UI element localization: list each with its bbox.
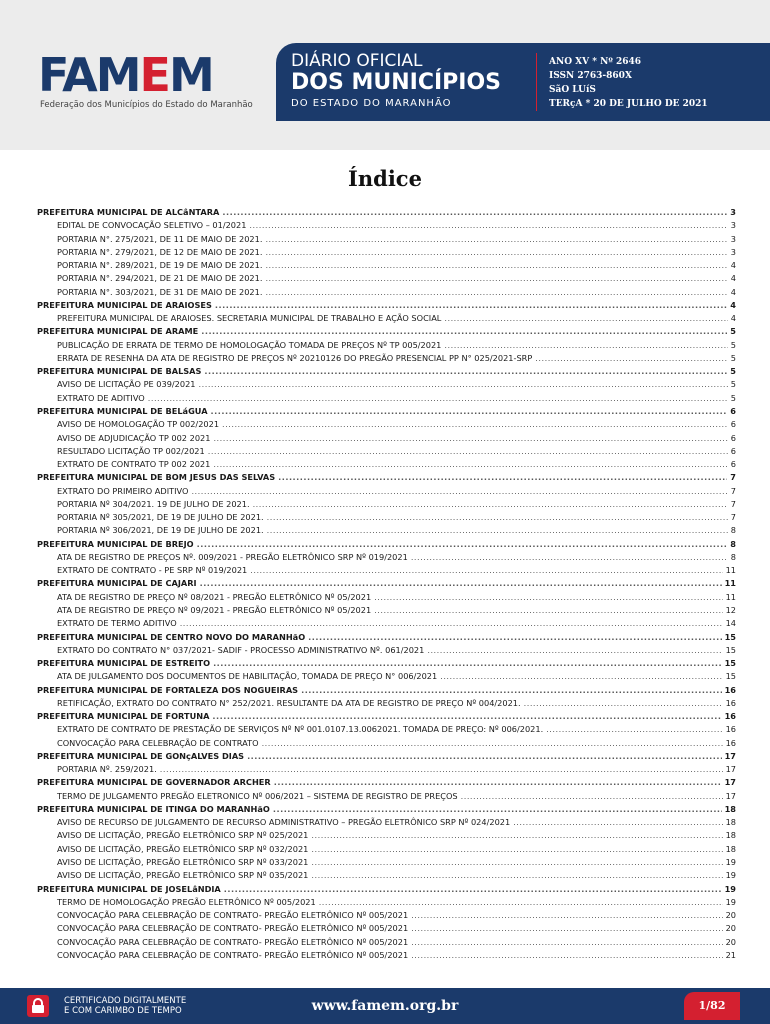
toc-page: 18 — [725, 843, 736, 854]
toc-label: PREFEITURA MUNICIPAL DE BALSAS — [37, 366, 202, 377]
toc-leader — [308, 631, 721, 644]
toc-leader — [444, 339, 727, 352]
page-footer — [0, 988, 770, 1024]
toc-leader — [278, 471, 727, 484]
famem-logo: FAMEM — [38, 48, 213, 102]
toc-label: ATA DE REGISTRO DE PREÇOS Nº. 009/2021 - PREGÃO ELETRÔNICO SRP Nº 019/2021 — [57, 551, 408, 562]
toc-page: 18 — [725, 817, 736, 828]
toc-leader — [265, 286, 727, 299]
toc-entry[interactable] — [37, 233, 736, 246]
page-number: 1/82 — [684, 992, 740, 1020]
toc-leader — [250, 564, 722, 577]
toc-entry[interactable] — [37, 511, 736, 524]
toc-page: 6 — [730, 432, 736, 443]
toc-leader — [311, 869, 722, 882]
toc-page: 5 — [730, 392, 736, 403]
toc-leader — [160, 763, 723, 776]
toc-section[interactable] — [37, 577, 736, 590]
edition-issn: ISSN 2763-860X — [549, 71, 632, 81]
edition-info — [549, 55, 708, 111]
banner-line1: DIÁRIO OFICIAL — [291, 51, 423, 71]
toc-leader — [411, 936, 722, 949]
toc-label: CONVOCAÇÃO PARA CELEBRAÇÃO DE CONTRATO- PREGÃO ELETRÔNICO Nº 005/2021 — [57, 936, 409, 947]
toc-leader — [301, 684, 722, 697]
toc-page: 4 — [730, 299, 736, 310]
toc-label: EXTRATO DE CONTRATO TP 002 2021 — [57, 459, 211, 470]
toc-page: 11 — [724, 578, 736, 589]
toc-entry[interactable] — [37, 617, 736, 630]
toc-label: PORTARIA N°. 294/2021, DE 21 DE MAIO DE 2021. — [57, 273, 263, 284]
toc-leader — [224, 883, 722, 896]
toc-page: 6 — [730, 459, 736, 470]
toc-entry[interactable] — [37, 219, 736, 232]
toc-leader — [180, 617, 723, 630]
toc-page: 15 — [724, 658, 736, 669]
toc-page: 8 — [730, 525, 736, 536]
toc-section[interactable] — [37, 750, 736, 763]
toc-page: 7 — [730, 472, 736, 483]
toc-page: 16 — [724, 684, 736, 695]
toc-leader — [148, 392, 728, 405]
toc-leader — [265, 246, 727, 259]
toc-page: 7 — [730, 485, 736, 496]
toc-leader — [249, 219, 727, 232]
toc-leader — [440, 670, 722, 683]
toc-label: EXTRATO DO CONTRATO N° 037/2021- SADIF - PROCESSO ADMINISTRATIVO Nº. 061/2021 — [57, 644, 425, 655]
toc-section[interactable] — [37, 684, 736, 697]
toc-leader — [197, 538, 728, 551]
toc-entry[interactable] — [37, 312, 736, 325]
banner-divider — [536, 53, 537, 111]
toc-label: ATA DE REGISTRO DE PREÇO Nº 09/2021 - PREGÃO ELETRÔNICO Nº 05/2021 — [57, 604, 372, 615]
toc-page: 20 — [725, 923, 736, 934]
toc-entry[interactable] — [37, 418, 736, 431]
toc-page: 20 — [725, 910, 736, 921]
toc-entry[interactable] — [37, 272, 736, 285]
toc-leader — [411, 922, 722, 935]
toc-entry[interactable] — [37, 843, 736, 856]
toc-label: PORTARIA N°. 303/2021, DE 31 DE MAIO DE 2021. — [57, 286, 263, 297]
toc-label: CONVOCAÇÃO PARA CELEBRAÇÃO DE CONTRATO- PREGÃO ELETRÔNICO Nº 005/2021 — [57, 949, 409, 960]
toc-label: EXTRATO DE ADITIVO — [57, 392, 145, 403]
toc-label: PREFEITURA MUNICIPAL DE BOM JESUS DAS SELVAS — [37, 472, 276, 483]
page-title: Índice — [348, 166, 422, 191]
toc-page: 4 — [730, 273, 736, 284]
toc-leader — [444, 312, 727, 325]
toc-label: RETIFICAÇÃO, EXTRATO DO CONTRATO N° 252/2021. RESULTANTE DA ATA DE REGISTRO DE PREÇO Nº 004/2021. — [57, 697, 521, 708]
toc-page: 7 — [730, 512, 736, 523]
toc-page: 19 — [725, 857, 736, 868]
toc-page: 16 — [725, 724, 736, 735]
cert-line2: E COM CARIMBO DE TEMPO — [64, 1006, 182, 1016]
toc-label: EXTRATO DE CONTRATO - PE SRP Nº 019/2021 — [57, 565, 248, 576]
toc-page: 17 — [724, 777, 736, 788]
toc-label: PREFEITURA MUNICIPAL DE CAJARI — [37, 578, 197, 589]
toc-label: CONVOCAÇÃO PARA CELEBRAÇÃO DE CONTRATO- PREGÃO ELETRÔNICO Nº 005/2021 — [57, 910, 409, 921]
toc-section[interactable] — [37, 657, 736, 670]
toc-label: PREFEITURA MUNICIPAL DE ARAME — [37, 326, 199, 337]
toc-label: PREFEITURA MUNICIPAL DE ALCâNTARA — [37, 207, 220, 217]
toc-label: PREFEITURA MUNICIPAL DE BREJO — [37, 538, 194, 549]
toc-leader — [215, 299, 727, 312]
toc-label: PREFEITURA MUNICIPAL DE GONçALVES DIAS — [37, 750, 245, 761]
toc-label: AVISO DE LICITAÇÃO, PREGÃO ELETRÔNICO SRP Nº 035/2021 — [57, 870, 309, 881]
toc-section[interactable] — [37, 299, 736, 312]
toc-entry[interactable] — [37, 339, 736, 352]
toc-entry[interactable] — [37, 816, 736, 829]
toc-leader — [212, 710, 721, 723]
toc-page: 4 — [730, 313, 736, 324]
toc-page: 3 — [730, 207, 736, 217]
toc-page: 8 — [730, 551, 736, 562]
toc-label: AVISO DE LICITAÇÃO, PREGÃO ELETRÔNICO SRP Nº 025/2021 — [57, 830, 309, 841]
toc-label: PORTARIA Nº 304/2021. 19 DE JULHO DE 2021. — [57, 498, 250, 509]
toc-leader — [546, 723, 722, 736]
toc-page: 19 — [725, 896, 736, 907]
toc-page: 11 — [725, 591, 736, 602]
toc-leader — [411, 949, 722, 962]
toc-page: 6 — [730, 419, 736, 430]
toc-page: 18 — [725, 830, 736, 841]
toc-label: ATA DE REGISTRO DE PREÇO Nº 08/2021 - PREGÃO ELETRÔNICO Nº 05/2021 — [57, 591, 372, 602]
toc-leader — [191, 485, 727, 498]
banner-line2: DOS MUNICÍPIOS — [291, 70, 502, 95]
toc-page: 4 — [730, 260, 736, 271]
toc-label: PORTARIA N°. 289/2021, DE 19 DE MAIO DE 2021. — [57, 260, 263, 271]
toc-page: 21 — [725, 949, 736, 960]
toc-label: ATA DE JULGAMENTO DOS DOCUMENTOS DE HABILITAÇÃO, TOMADA DE PREÇO N° 006/2021 — [57, 671, 438, 682]
toc-label: PORTARIA Nº 305/2021, DE 19 DE JULHO DE 2021. — [57, 512, 264, 523]
toc-label: AVISO DE RECURSO DE JULGAMENTO DE RECURSO ADMINISTRATIVO – PREGÃO ELETRÔNICO SRP Nº 024/2021 — [57, 817, 511, 828]
toc-leader — [411, 909, 722, 922]
toc-label: PREFEITURA MUNICIPAL DE FORTUNA — [37, 711, 210, 722]
edition-year-number: ANO XV * Nº 2646 — [549, 57, 642, 67]
toc-leader — [411, 551, 728, 564]
toc-label: PORTARIA Nº. 259/2021. — [57, 764, 157, 775]
toc-label: AVISO DE LICITAÇÃO, PREGÃO ELETRÔNICO SRP Nº 032/2021 — [57, 843, 309, 854]
toc-entry[interactable] — [37, 723, 736, 736]
toc-leader — [461, 790, 723, 803]
toc-section[interactable] — [37, 471, 736, 484]
toc-section[interactable] — [37, 710, 736, 723]
toc-leader — [427, 644, 722, 657]
toc-leader — [204, 365, 727, 378]
toc-leader — [273, 803, 722, 816]
edition-city: SãO LUíS — [549, 85, 596, 95]
toc-label: EXTRATO DE CONTRATO DE PRESTAÇÃO DE SERVIÇOS Nº Nº 001.0107.13.0062021. TOMADA DE PREÇO: Nº 006/2021. — [57, 724, 544, 735]
toc-entry[interactable] — [37, 869, 736, 882]
toc-entry[interactable] — [37, 259, 736, 272]
toc-label: AVISO DE LICITAÇÃO PE 039/2021 — [57, 379, 196, 390]
logo-subtitle: Federação dos Municípios do Estado do Maranhão — [40, 100, 253, 110]
toc-page: 3 — [730, 246, 736, 257]
toc-page: 12 — [725, 604, 736, 615]
toc-entry[interactable] — [37, 591, 736, 604]
toc-page: 5 — [730, 352, 736, 363]
toc-leader — [374, 591, 722, 604]
toc-leader — [253, 498, 728, 511]
toc-label: PREFEITURA MUNICIPAL DE FORTALEZA DOS NOGUEIRAS — [37, 684, 299, 695]
page-header — [0, 0, 770, 150]
toc-entry[interactable] — [37, 378, 736, 391]
toc-leader — [265, 259, 727, 272]
toc-page: 15 — [725, 671, 736, 682]
toc-section[interactable] — [37, 631, 736, 644]
toc-label: PREFEITURA MUNICIPAL DE ARAIOSES. SECRETARIA MUNICIPAL DE TRABALHO E AÇÃO SOCIAL — [57, 313, 442, 324]
toc-entry[interactable] — [37, 763, 736, 776]
toc-label: AVISO DE HOMOLOGAÇÃO TP 002/2021 — [57, 419, 220, 430]
toc-entry[interactable] — [37, 737, 736, 750]
toc-label: PORTARIA N°. 279/2021, DE 12 DE MAIO DE 2021. — [57, 246, 263, 257]
toc-section[interactable] — [37, 776, 736, 789]
toc-leader — [311, 829, 722, 842]
toc-leader — [262, 737, 723, 750]
toc-label: TERMO DE JULGAMENTO PREGÃO ELETRONICO Nº 006/2021 – SISTEMA DE REGISTRO DE PREÇOS — [57, 790, 458, 801]
toc-leader — [265, 233, 727, 246]
toc-label: PREFEITURA MUNICIPAL DE GOVERNADOR ARCHER — [37, 777, 271, 788]
toc-page: 16 — [725, 697, 736, 708]
toc-page: 6 — [730, 405, 736, 416]
toc-leader — [222, 418, 728, 431]
toc-entry[interactable] — [37, 697, 736, 710]
toc-label: PREFEITURA MUNICIPAL DE CENTRO NOVO DO MARANHãO — [37, 631, 306, 642]
toc-entry[interactable] — [37, 551, 736, 564]
toc-entry[interactable] — [37, 936, 736, 949]
toc-page: 15 — [725, 644, 736, 655]
edition-date: TERçA * 20 DE JULHO DE 2021 — [549, 99, 708, 109]
toc-page: 17 — [725, 764, 736, 775]
toc-entry[interactable] — [37, 286, 736, 299]
toc-leader — [201, 325, 727, 338]
toc-leader — [535, 352, 728, 365]
toc-page: 20 — [725, 936, 736, 947]
toc-page: 5 — [730, 326, 736, 337]
toc-entry[interactable] — [37, 922, 736, 935]
toc-label: CONVOCAÇÃO PARA CELEBRAÇÃO DE CONTRATO- PREGÃO ELETRÔNICO Nº 005/2021 — [57, 923, 409, 934]
toc-label: PORTARIA Nº 306/2021, DE 19 DE JULHO DE 2021. — [57, 525, 264, 536]
cert-line1: CERTIFICADO DIGITALMENTE — [64, 996, 187, 1006]
toc-leader — [311, 843, 722, 856]
toc-page: 6 — [730, 445, 736, 456]
toc-section[interactable] — [37, 538, 736, 551]
toc-leader — [524, 697, 723, 710]
toc-label: EXTRATO DE TERMO ADITIVO — [57, 618, 177, 629]
table-of-contents — [37, 206, 736, 962]
toc-section[interactable] — [37, 803, 736, 816]
toc-label: AVISO DE LICITAÇÃO, PREGÃO ELETRÔNICO SRP Nº 033/2021 — [57, 857, 309, 868]
toc-page: 3 — [730, 233, 736, 244]
toc-page: 16 — [725, 737, 736, 748]
toc-entry[interactable] — [37, 564, 736, 577]
toc-page: 17 — [725, 790, 736, 801]
toc-label: PREFEITURA MUNICIPAL DE BELáGUA — [37, 405, 208, 416]
toc-leader — [208, 445, 728, 458]
website-link[interactable]: www.famem.org.br — [311, 998, 459, 1014]
toc-leader — [267, 524, 728, 537]
toc-entry[interactable] — [37, 498, 736, 511]
toc-leader — [200, 577, 722, 590]
toc-page: 5 — [730, 379, 736, 390]
toc-page: 17 — [724, 750, 736, 761]
toc-page: 11 — [725, 565, 736, 576]
toc-leader — [211, 405, 728, 418]
toc-page: 19 — [724, 883, 736, 894]
toc-page: 7 — [730, 498, 736, 509]
toc-label: CONVOCAÇÃO PARA CELEBRAÇÃO DE CONTRATO — [57, 737, 259, 748]
toc-page: 5 — [730, 366, 736, 377]
toc-entry[interactable] — [37, 829, 736, 842]
toc-label: EXTRATO DO PRIMEIRO ADITIVO — [57, 485, 189, 496]
toc-leader — [213, 458, 727, 471]
toc-leader — [513, 816, 722, 829]
toc-leader — [319, 896, 723, 909]
toc-label: PREFEITURA MUNICIPAL DE ARAIOSES — [37, 299, 212, 310]
toc-leader — [374, 604, 722, 617]
toc-entry[interactable] — [37, 896, 736, 909]
toc-leader — [213, 432, 727, 445]
toc-page: 4 — [730, 286, 736, 297]
toc-leader — [267, 511, 728, 524]
toc-leader — [199, 378, 728, 391]
toc-section[interactable] — [37, 883, 736, 896]
toc-section[interactable] — [37, 365, 736, 378]
toc-entry[interactable] — [37, 246, 736, 259]
toc-label: PUBLICAÇÃO DE ERRATA DE TERMO DE HOMOLOGAÇÃO TOMADA DE PREÇOS Nº TP 005/2021 — [57, 339, 442, 350]
toc-entry[interactable] — [37, 458, 736, 471]
toc-section[interactable] — [37, 206, 736, 219]
toc-label: TERMO DE HOMOLOGAÇÃO PREGÃO ELETRÔNICO Nº 005/2021 — [57, 896, 316, 907]
toc-label: AVISO DE ADJUDICAÇÃO TP 002 2021 — [57, 432, 211, 443]
toc-entry[interactable] — [37, 856, 736, 869]
banner-line3: DO ESTADO DO MARANHÃO — [291, 98, 452, 109]
toc-entry[interactable] — [37, 392, 736, 405]
toc-entry[interactable] — [37, 485, 736, 498]
toc-entry[interactable] — [37, 670, 736, 683]
toc-entry[interactable] — [37, 790, 736, 803]
toc-entry[interactable] — [37, 445, 736, 458]
toc-label: ERRATA DE RESENHA DA ATA DE REGISTRO DE PREÇOS Nº 20210126 DO PREGÃO PRESENCIAL PP N° 025/2021-SRP — [57, 352, 533, 363]
toc-label: PREFEITURA MUNICIPAL DE JOSELâNDIA — [37, 883, 221, 894]
toc-page: 3 — [730, 220, 736, 231]
toc-page: 15 — [724, 631, 736, 642]
toc-leader — [213, 657, 722, 670]
toc-label: PREFEITURA MUNICIPAL DE ITINGA DO MARANHãO — [37, 803, 270, 814]
toc-leader — [247, 750, 722, 763]
toc-page: 16 — [724, 711, 736, 722]
toc-leader — [265, 272, 727, 285]
toc-section[interactable] — [37, 325, 736, 338]
toc-label: PREFEITURA MUNICIPAL DE ESTREITO — [37, 658, 211, 669]
toc-page: 19 — [725, 870, 736, 881]
toc-label: PORTARIA N°. 275/2021, DE 11 DE MAIO DE 2021. — [57, 233, 263, 244]
toc-leader — [222, 206, 727, 219]
toc-section[interactable] — [37, 405, 736, 418]
toc-leader — [274, 776, 722, 789]
toc-entry[interactable] — [37, 909, 736, 922]
toc-entry[interactable] — [37, 352, 736, 365]
toc-label: EDITAL DE CONVOCAÇÃO SELETIVO – 01/2021 — [57, 220, 247, 231]
masthead-banner — [276, 43, 770, 121]
toc-page: 8 — [730, 538, 736, 549]
toc-leader — [311, 856, 722, 869]
toc-entry[interactable] — [37, 432, 736, 445]
toc-entry[interactable] — [37, 524, 736, 537]
toc-label: RESULTADO LICITAÇÃO TP 002/2021 — [57, 445, 205, 456]
toc-page: 14 — [725, 618, 736, 629]
toc-entry[interactable] — [37, 604, 736, 617]
toc-page: 18 — [724, 803, 736, 814]
toc-entry[interactable] — [37, 949, 736, 962]
toc-entry[interactable] — [37, 644, 736, 657]
toc-page: 5 — [730, 339, 736, 350]
